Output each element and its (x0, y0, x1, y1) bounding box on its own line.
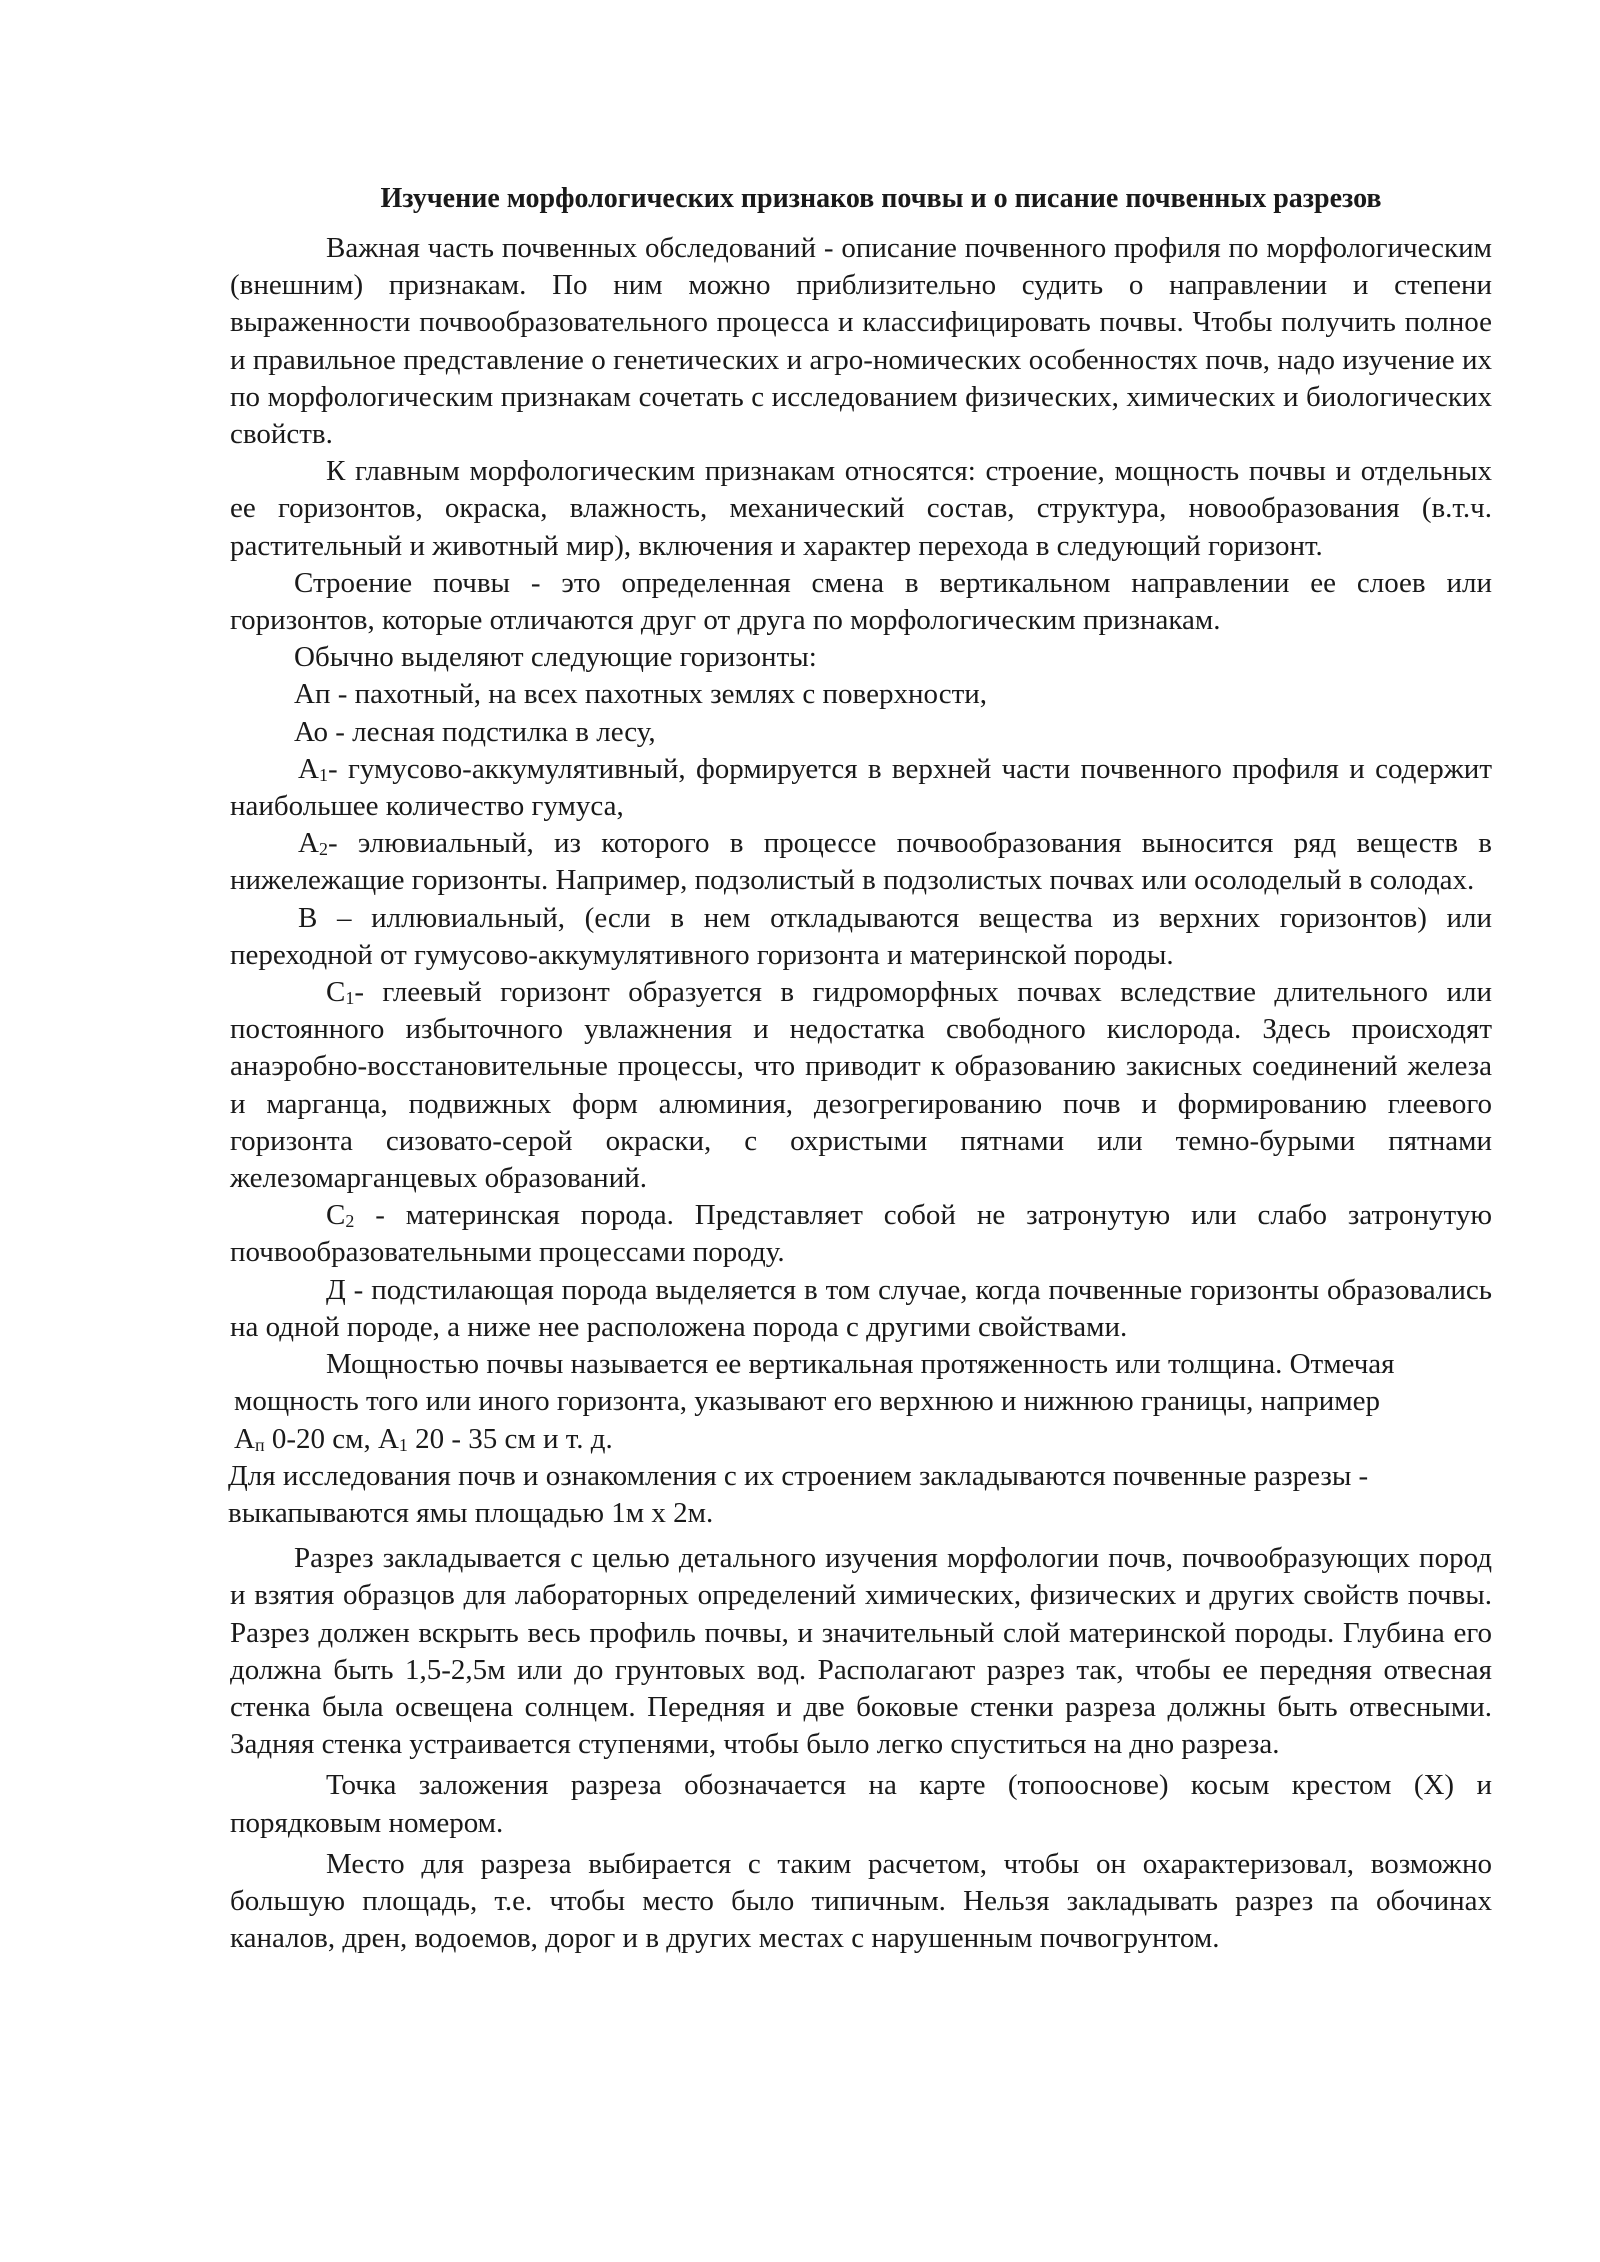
thickness-a1-subscript: 1 (398, 1434, 408, 1455)
thickness-line-3 (230, 1421, 1492, 1458)
document-page (230, 180, 1492, 1957)
paragraph-features: К главным морфологическим признакам относятся: строение, мощность почвы и отдельных ее горизонтов, окраска, влажность, механический состав, структура, новообразования (в.т.ч. растительный и животный мир), включения и характер перехода в следующий горизонт. (230, 455, 1492, 562)
paragraph-structure: Строение почвы - это определенная смена в вертикальном направлении ее слоев или горизонтов, которые отличаются друг от друга по морфологическим признакам. (230, 566, 1492, 637)
paragraph-section: Разрез закладывается с целью детального изучения морфологии почв, почвообразующих пород и взятия образцов для лабораторных определений химических, физических и других свойств почвы. Разрез должен вскрыть весь профиль почвы, и значительный слой материнской породы. Глубина его должна быть 1,5-2,5м или до грунтовых вод. Располагают разрез так, чтобы ее передняя отвесная стенка была освещена солнцем. Передняя и две боковые стенки разреза должны быть отвесными. Задняя стенка устраивается ступенями, чтобы было легко спуститься на дно разреза. (230, 1542, 1492, 1761)
paragraph-point: Точка заложения разреза обозначается на карте (топооснове) косым крестом (Х) и порядковым номером. (230, 1769, 1492, 1839)
horizon-ap: Ап - пахотный, на всех пахотных землях с поверхности, (294, 678, 988, 711)
paragraph-horizons-intro: Обычно выделяют следующие горизонты: (294, 641, 817, 674)
horizon-c1-letter: С (326, 976, 346, 1009)
paragraph-place: Место для разреза выбирается с таким расчетом, чтобы он охарактеризовал, возможно большую площадь, т.е. чтобы место было типичным. Нельзя закладывать разрез па обочинах каналов, дрен, водоемов, дорог и в других местах с нарушенным почвогрунтом. (230, 1847, 1492, 1955)
horizon-b: В – иллювиальный, (если в нем откладываются вещества из верхних горизонтов) или переходной от гумусово-аккумулятивного горизонта и материнской породы. (230, 901, 1492, 971)
paragraph-intro: Важная часть почвенных обследований - описание почвенного профиля по морфологическим (внешним) признакам. По ним можно приблизительно судить о направлении и степени выраженности почвообразовательного процесса и классифицировать почвы. Чтобы получить полное и правильное представление о генетических и агро-номических особенностях почв, надо изучение их по морфологическим признакам сочетать с исследованием физических, химических и биологических свойств. (230, 232, 1492, 451)
horizon-a1-subscript: 1 (318, 764, 328, 785)
horizon-a2-letter: А (298, 827, 319, 860)
horizon-c1-text: - глеевый горизонт образуется в гидроморфных почвах вследствие длительного или постоянного избыточного увлажнения и недостатка свободного кислорода. Здесь происходят анаэробно-восстановительные процессы, что приводит к образованию закисных соединений железа и марганца, подвижных форм алюминия, дезогрегированию почв и формированию глеевого горизонта сизовато-серой окраски, с охристыми пятнами или темно-бурыми пятнами железомарганцевых образований. (230, 976, 1492, 1195)
horizon-a1 (230, 751, 1492, 825)
horizon-ao: Ао - лесная подстилка в лесу, (294, 715, 656, 748)
horizon-c1-subscript: 1 (345, 988, 355, 1009)
thickness-ap-subscript: п (254, 1434, 265, 1455)
horizon-a2-subscript: 2 (318, 839, 328, 860)
horizon-c2 (230, 1197, 1492, 1271)
horizon-a1-letter: А (298, 752, 319, 785)
paragraph-pits: Для исследования почв и ознакомления с их строением закладываются почвенные разрезы - выкапываются ямы площадью 1м х 2м. (228, 1459, 1369, 1529)
horizon-a2-text: - элювиальный, из которого в процессе почвообразования выносится ряд веществ в нижележащие горизонты. Например, подзолистый в подзолистых почвах или осолоделый в солодах. (230, 827, 1492, 897)
thickness-mid-text: 0-20 см, А (264, 1422, 399, 1455)
horizon-c2-text: - материнская порода. Представляет собой не затронутую или слабо затронутую почвообразовательными процессами породу. (230, 1199, 1492, 1269)
horizon-a1-text: - гумусово-аккумулятивный, формируется в верхней части почвенного профиля и содержит наибольшее количество гумуса, (230, 752, 1492, 823)
thickness-end-text: 20 - 35 см и т. д. (407, 1422, 613, 1455)
document-title: Изучение морфологических признаков почвы и о писание почвенных разрезов (380, 183, 1382, 214)
horizon-c1 (230, 974, 1492, 1197)
thickness-line-2: мощность того или иного горизонта, указывают его верхнюю и нижнюю границы, например (234, 1385, 1380, 1418)
thickness-line-1: Мощностью почвы называется ее вертикальная протяженность или толщина. Отмечая (326, 1348, 1395, 1381)
horizon-c2-subscript: 2 (345, 1211, 355, 1232)
horizon-c2-letter: С (326, 1199, 346, 1232)
horizon-d: Д - подстилающая порода выделяется в том случае, когда почвенные горизонты образовались на одной породе, а ниже нее расположена порода с другими свойствами. (230, 1273, 1492, 1343)
horizon-a2 (230, 825, 1492, 899)
thickness-ap-letter: А (234, 1422, 255, 1455)
